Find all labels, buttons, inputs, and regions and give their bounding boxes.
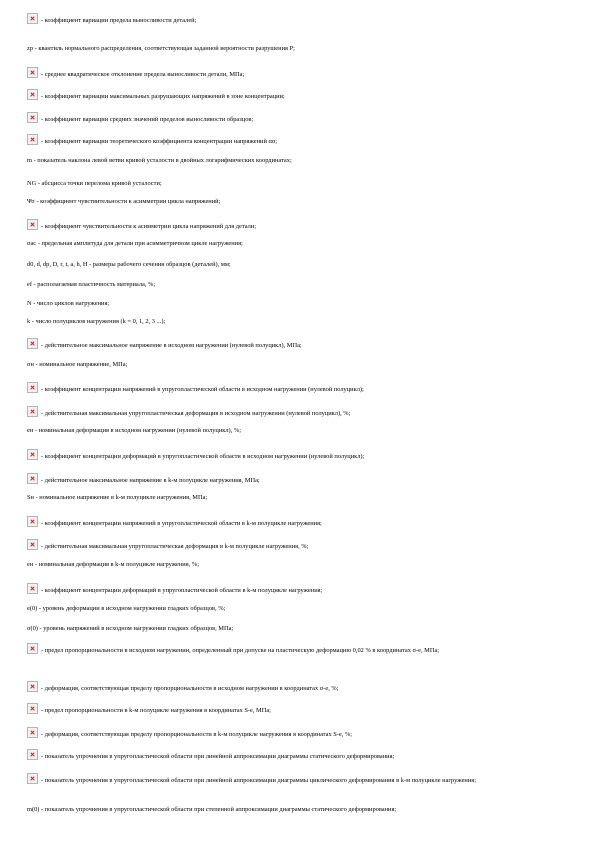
definition-item — [27, 198, 572, 206]
definition-item — [27, 539, 572, 551]
definition-text: - коэффициент концентрации деформаций в упругопластической области в k-м полуцикле нагружения; — [41, 587, 323, 594]
definition-text: σн - номинальное напряжение, МПа; — [27, 361, 128, 368]
definition-text: - показатель упрочнения в упругопластической области при линейной аппроксимации диаграммы статического деформирования; — [41, 753, 395, 760]
definition-text: N - число циклов нагружения; — [27, 300, 110, 307]
definition-item — [27, 338, 572, 350]
definition-text: - коэффициент концентрации деформаций в упругопластической области в исходном нагружении (нулевой полуцикл); — [41, 453, 365, 460]
broken-image-icon — [27, 89, 38, 100]
definition-text: - действительное максимальное напряжение в исходном нагружении (нулевой полуцикл), МПа; — [41, 342, 302, 349]
definition-text: - предел пропорциональности в исходном нагружении, определенный при допуске на пластическую деформацию 0,02 % в координатах σ-e, МПа; — [41, 647, 440, 654]
definition-text: m(0) - показатель упрочнения в упругопластической области при степенной аппроксимации диаграммы статического деформирования; — [27, 806, 397, 813]
definition-item — [27, 134, 572, 146]
definition-text: - коэффициент вариации предела выносливости деталей; — [41, 17, 197, 24]
definition-text: - показатель упрочнения в упругопластической области при линейной аппроксимации диаграммы циклического деформирования в k-м полуцикле нагружения; — [41, 777, 476, 784]
definition-text: - коэффициент вариации теоретического коэффициента концентрации напряжений ασ; — [41, 138, 278, 145]
definition-item — [27, 112, 572, 124]
definition-text: NG - абсцисса точки перелома кривой усталости; — [27, 180, 162, 187]
broken-image-icon — [27, 727, 38, 738]
definition-text: σaс - предельная амплитуда для детали при асимметричном цикле нагружения; — [27, 240, 243, 247]
definition-text: k - число полуциклов нагружения (k = 0, 1, 2, 3 ...); — [27, 318, 166, 325]
definition-item — [27, 240, 572, 248]
definition-text: - действительная максимальная упругопластическая деформация в исходном нагружении (нулевой полуцикл), %; — [41, 410, 351, 417]
definition-text: - среднее квадратическое отклонение предела выносливости детали, МПа; — [41, 71, 245, 78]
definition-item — [27, 361, 572, 369]
broken-image-icon — [27, 773, 38, 784]
definition-item — [27, 67, 572, 79]
broken-image-icon — [27, 134, 38, 145]
definition-item — [27, 625, 572, 633]
definition-item — [27, 605, 572, 613]
broken-image-icon — [27, 67, 38, 78]
definition-text: e(0) - уровень деформации в исходном нагружении гладких образцов, %; — [27, 605, 226, 612]
definition-item — [27, 382, 572, 394]
definition-item — [27, 261, 572, 269]
broken-image-icon — [27, 112, 38, 123]
broken-image-icon — [27, 219, 38, 230]
definition-item — [27, 45, 572, 53]
broken-image-icon — [27, 583, 38, 594]
definition-item — [27, 89, 572, 101]
definition-item — [27, 318, 572, 326]
definition-item — [27, 157, 572, 165]
definition-item — [27, 643, 572, 655]
definition-text: - коэффициент концентрации напряжений в упругопластической области в k-м полуцикле нагружения; — [41, 520, 322, 527]
broken-image-icon — [27, 681, 38, 692]
definition-text: - деформация, соответствующая пределу пропорциональности в k-м полуцикле нагружения в координатах S-e, %; — [41, 731, 353, 738]
definition-item — [27, 13, 572, 25]
definition-item — [27, 806, 572, 814]
definition-item — [27, 180, 572, 188]
definition-text: eн - номинальная деформация в k-м полуцикле нагружения, %; — [27, 561, 199, 568]
definition-item — [27, 281, 572, 289]
definition-item — [27, 703, 572, 715]
definition-text: - действительная максимальная упругопластическая деформация в k-м полуцикле нагружения, %; — [41, 543, 309, 550]
definition-item — [27, 494, 572, 502]
broken-image-icon — [27, 338, 38, 349]
definition-item — [27, 681, 572, 693]
definition-item — [27, 727, 572, 739]
definition-text: - коэффициент чувствительности к асимметрии цикла напряжений для детали; — [41, 223, 257, 230]
definition-text: Sн - номинальное напряжение в k-м полуцикле нагружения, МПа; — [27, 494, 208, 501]
definition-item — [27, 219, 572, 231]
definition-item — [27, 300, 572, 308]
definition-text: - коэффициент концентрации напряжений в упругопластической области в исходном нагружении (нулевой полуцикл); — [41, 386, 364, 393]
broken-image-icon — [27, 539, 38, 550]
definition-item — [27, 473, 572, 485]
broken-image-icon — [27, 749, 38, 760]
definition-text: - коэффициент вариации максимальных разрушающих напряжений в зоне концентрации; — [41, 93, 285, 100]
definition-text: Ψσ - коэффициент чувствительности к асимметрии цикла напряжений; — [27, 198, 221, 205]
definition-item — [27, 749, 572, 761]
definition-text: zp - квантиль нормального распределения, соответствующая заданной вероятности разрушения P; — [27, 45, 295, 52]
definition-item — [27, 773, 572, 785]
broken-image-icon — [27, 703, 38, 714]
definition-item — [27, 406, 572, 418]
broken-image-icon — [27, 406, 38, 417]
definition-text: - предел пропорциональности в k-м полуцикле нагружения в координатах S-e, МПа; — [41, 707, 271, 714]
broken-image-icon — [27, 449, 38, 460]
definition-text: eн - номинальная деформация в исходном нагружении (нулевой полуцикл), %; — [27, 427, 241, 434]
broken-image-icon — [27, 13, 38, 24]
definition-text: d0, d, dр, D, r, t, а, h, H - размеры рабочего сечения образцов (деталей), мм; — [27, 261, 231, 268]
broken-image-icon — [27, 643, 38, 654]
definition-text: σ(0) - уровень напряжений в исходном нагружении гладких образцов, МПа; — [27, 625, 234, 632]
broken-image-icon — [27, 473, 38, 484]
definition-item — [27, 516, 572, 528]
definition-item — [27, 427, 572, 435]
definition-item — [27, 561, 572, 569]
definition-text: - коэффициент вариации средних значений пределов выносливости образцов; — [41, 116, 254, 123]
definition-text: - деформация, соответствующая пределу пропорциональности в исходном нагружении в координатах σ-e, %; — [41, 685, 339, 692]
broken-image-icon — [27, 382, 38, 393]
definition-item — [27, 449, 572, 461]
definition-item — [27, 583, 572, 595]
definition-text: - действительное максимальное напряжение в k-м полуцикле нагружения, МПа; — [41, 477, 260, 484]
definition-text: m - показатель наклона левой ветви кривой усталости в двойных логарифмических координатах; — [27, 157, 292, 164]
definition-text: ef - располагаемая пластичность материала, %; — [27, 281, 156, 288]
broken-image-icon — [27, 516, 38, 527]
